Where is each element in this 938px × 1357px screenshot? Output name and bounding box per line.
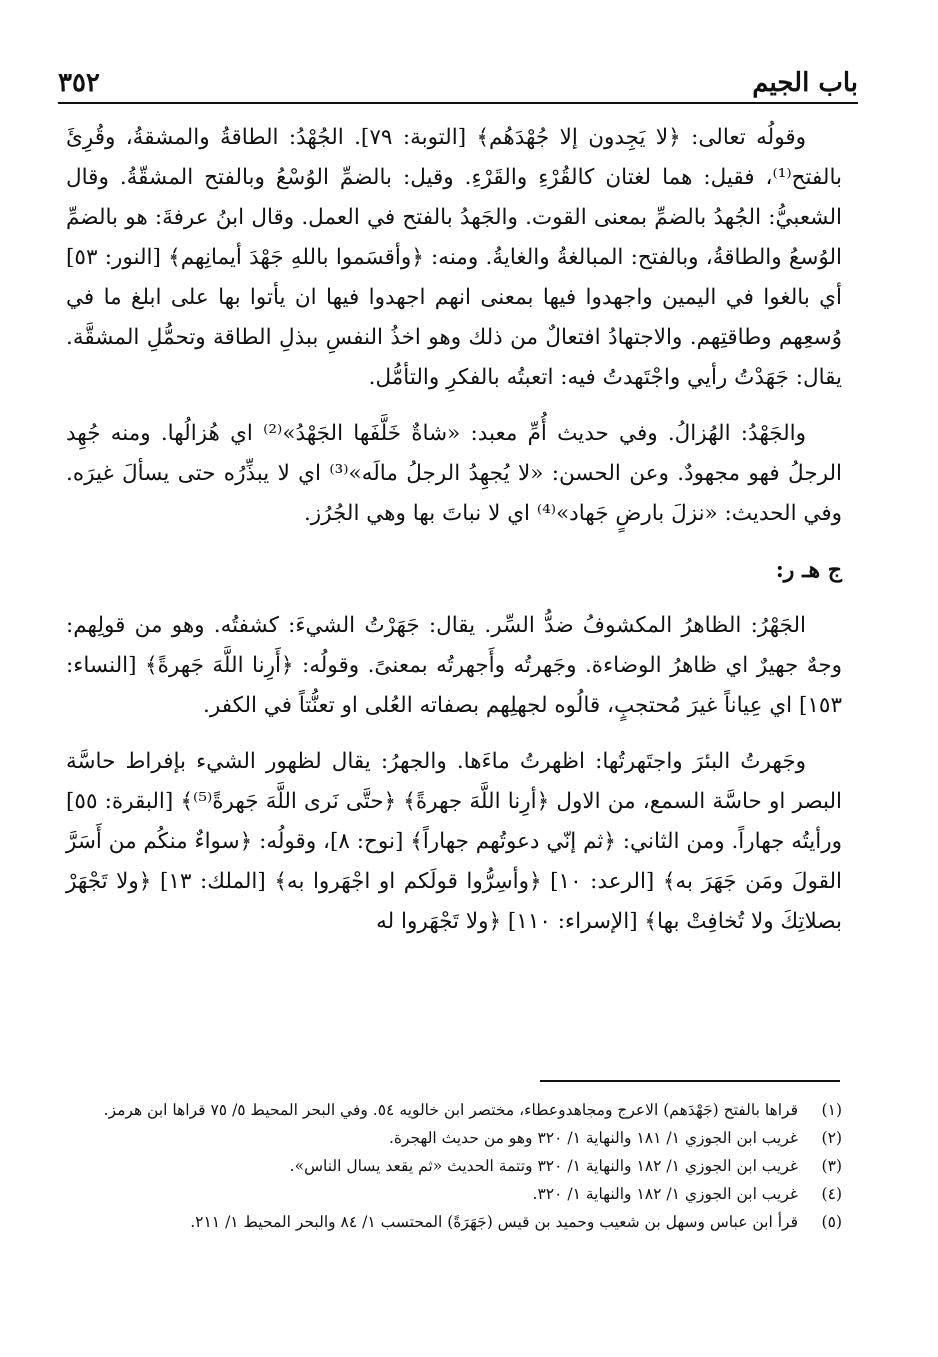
footnote-divider (540, 1080, 840, 1082)
footnote-text: غريب ابن الجوزي ١/ ١٨٢ والنهاية ١/ ٣٢٠ وتتمة الحديث «ثم يقعد يسال الناس». (289, 1157, 798, 1175)
footnote-3 (66, 1152, 842, 1180)
paragraph-3: الجَهْرُ: الظاهرُ المكشوفُ ضدُّ السِّر. يقال: جَهَرْتُ الشيءَ: كشفتُه. وهو من قولِهم: وجهٌ جهيرٌ اي ظاهرُ الوضاءة. وجَهرتُه وأَجهرتُه بمعنىً. وقولُه: ﴿أَرِنا اللَّهَ جَهرةً﴾ [النساء: ١٥٣] اي عِياناً غيرَ مُحتجبٍ، قالُوه لجهلِهم بصفاته العُلى او تعنُّتاً في الكفر. (66, 613, 842, 718)
root-heading: ج هـ ر: (775, 557, 842, 583)
footnote-text: قرأ ابن عباس وسهل بن شعيب وحميد بن قيس (جَهَرَةً) المحتسب ١/ ٨٤ والبحر المحيط ١/ ٢١١. (190, 1213, 798, 1231)
footnotes (66, 1096, 842, 1236)
footnote-4 (66, 1180, 842, 1208)
footnote-number: (٣) (821, 1157, 842, 1175)
footnote-text: غريب ابن الجوزي ١/ ١٨٢ والنهاية ١/ ٣٢٠. (532, 1185, 798, 1203)
footnote-number: (٤) (821, 1185, 842, 1203)
footnote-number: (٢) (821, 1129, 842, 1147)
footnote-1 (66, 1096, 842, 1124)
footnote-text: قراها بالفتح (جَهْدَهم) الاعرج ومجاهدوعطاء، مختصر ابن خالويه ٥٤. وفي البحر المحيط ٥/ ٧٥ قراها ابن هرمز. (103, 1101, 798, 1119)
page-header (58, 62, 858, 104)
paragraph-4: وجَهرتُ البئرَ واجتَهرتُها: اظهرتُ ماءَها. والجهرُ: يقال لظهور الشيء بإفراط حاسَّة البصر او حاسَّة السمع، من الاول ﴿أرِنا اللَّهَ جهرةً﴾ ﴿حتَّى نَرى اللَّهَ جَهرةً⁽⁵⁾﴾ [البقرة: ٥٥] ورأيتُه جهاراً. ومن الثاني: ﴿ثم إنّي دعوتُهم جهاراً﴾ [نوح: ٨]، وقولُه: ﴿سواءٌ منكُم من أَسَرَّ القولَ ومَن جَهَرَ به﴾ [الرعد: ١٠] ﴿وأسِرُّوا قولَكم او اجْهَروا به﴾ [الملك: ١٣] ﴿ولا تَجْهَرْ بصلاتِكَ ولا تُخافِتْ بها﴾ [الإسراء: ١١٠] ﴿ولا تَجْهَروا له (66, 749, 842, 934)
footnote-number: (٥) (821, 1213, 842, 1231)
paragraph-1: وقولُه تعالى: ﴿لا يَجِدون إلا جُهْدَهُم﴾ [التوبة: ٧٩]. الجُهْدُ: الطاقةُ والمشقةُ، وقُرِئَ بالفتح⁽¹⁾، فقيل: هما لغتان كالقُرْءِ والقَرْءِ. وقيل: بالضمِّ الوُسْعُ وبالفتح المشقّةُ. وقال الشعبيُّ: الجُهدُ بالضمِّ بمعنى القوت. والجَهدُ بالفتح في العمل. وقال ابنُ عرفةَ: هو بالضمِّ الوُسعُ والطاقةُ، وبالفتح: المبالغةُ والغايةُ. ومنه: ﴿وأقسَموا باللهِ جَهْدَ أيمانِهم﴾ [النور: ٥٣] أي بالغوا في اليمين واجهدوا فيها بمعنى انهم اجهدوا فيها ان يأتوا بها على ابلغ ما في وُسعِهم وطاقتِهم. والاجتهادُ افتعالٌ من ذلك وهو اخذُ النفسِ ببذلِ الطاقة وتحمُّلِ المشقَّة. يقال: جَهَدْتُ رأيي واجْتَهدتُ فيه: اتعبتُه بالفكرِ والتأمُّل. (66, 125, 843, 390)
footnote-number: (١) (821, 1101, 842, 1119)
main-text (66, 118, 842, 958)
running-title: باب الجيم (752, 68, 858, 98)
footnote-5 (66, 1208, 842, 1236)
footnote-text: غريب ابن الجوزي ١/ ١٨١ والنهاية ١/ ٣٢٠ وهو من حديث الهجرة. (388, 1129, 798, 1147)
page-number: ٣٥٢ (58, 68, 100, 98)
footnote-2 (66, 1124, 842, 1152)
paragraph-2: والجَهْدُ: الهُزالُ. وفي حديث أُمِّ معبد: «شاةٌ خَلَّفَها الجَهْدُ»⁽²⁾ اي هُزالُها. ومنه جُهِد الرجلُ فهو مجهودٌ. وعن الحسن: «لا يُجهِدُ الرجلُ مالَه»⁽³⁾ اي لا يبذِّرُه حتى يسألَ غيرَه. وفي الحديث: «نزلَ بارضٍ جَهاد»⁽⁴⁾ اي لا نباتَ بها وهي الجُرُز. (66, 421, 842, 526)
